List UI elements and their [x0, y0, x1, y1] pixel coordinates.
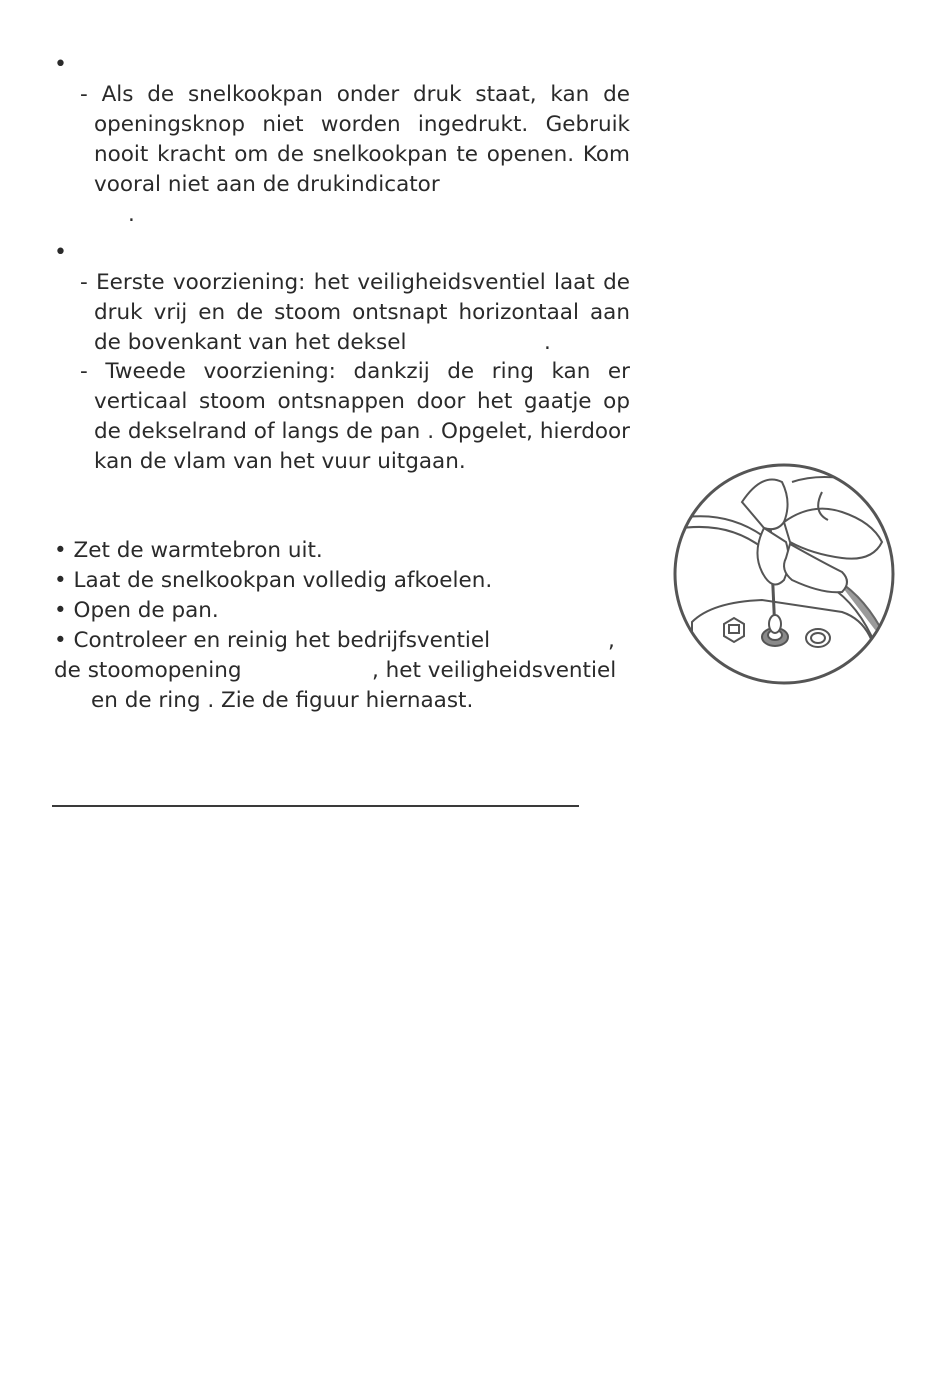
step-heat-off: • Zet de warmtebron uit. [54, 538, 323, 563]
step-ring-see-figure: en de ring . Zie de figuur hiernaast. [91, 688, 474, 713]
step-safety-valve: , het veiligheidsventiel [372, 658, 617, 683]
section2-bullet: • [54, 240, 67, 265]
section2-item1-tail: . [544, 330, 551, 355]
section1-bullet: • [54, 52, 67, 77]
step-cool-down: • Laat de snelkookpan volledig afkoelen. [54, 568, 493, 593]
section1-item1 [80, 80, 630, 200]
section1-item1-tail: . [128, 202, 135, 227]
step-open-pan: • Open de pan. [54, 598, 219, 623]
section1-item1-text: - Als de snelkookpan onder druk staat, kan de openingsknop niet worden ingedrukt. Gebruik nooit kracht om de snelkookpan te openen. Kom vooral niet aan de drukindicator [80, 82, 630, 197]
section2-item2 [80, 357, 630, 477]
section2-item2-text: - Tweede voorziening: dankzij de ring kan er verticaal stoom ontsnappen door het gaatje op de dekselrand of langs de pan . Opgelet, hierdoor kan de vlam van het vuur uitgaan. [80, 359, 630, 474]
step-check-clean-comma: , [608, 628, 615, 653]
step-check-clean: • Controleer en reinig het bedrijfsventiel [54, 628, 491, 653]
section2-item1-text: - Eerste voorziening: het veiligheidsventiel laat de druk vrij en de stoom ontsnapt horizontaal aan de bovenkant van het deksel [80, 270, 630, 355]
step-steam-opening: de stoomopening [54, 658, 242, 683]
cleaning-valve-illustration-icon [672, 462, 896, 686]
section-divider [52, 805, 579, 807]
